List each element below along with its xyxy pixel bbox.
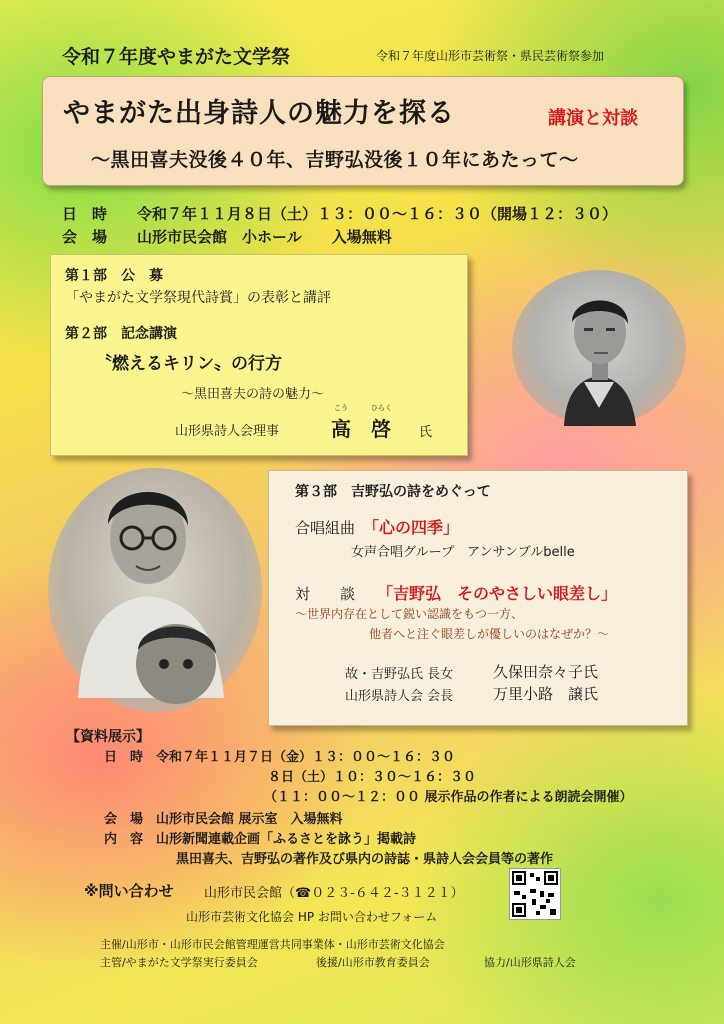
part3-heading: 第３部 吉野弘の詩をめぐって bbox=[295, 484, 491, 500]
chorus-group: 女声合唱グループ アンサンブルbelle bbox=[351, 545, 575, 560]
panelist-1-name: 久保田奈々子氏 bbox=[493, 663, 599, 681]
event-title: やまがた出身詩人の魅力を探る bbox=[63, 98, 455, 129]
festival-title: 令和７年度やまがた文学祭 bbox=[62, 46, 291, 68]
exhibit-date-3: （１１：００～１２：００ 展示作品の作者による朗読会開催） bbox=[264, 790, 633, 805]
talk-subtitle-1: ～世界内存在として鋭い認識をもつ一方、 bbox=[295, 607, 524, 621]
part3-box bbox=[268, 470, 688, 726]
exhibit-venue: 会 場 山形市民会館 展示室 入場無料 bbox=[104, 812, 343, 827]
ruby-hiraku: ひらく bbox=[371, 404, 392, 412]
part1-heading: 第１部 公 募 bbox=[65, 268, 163, 284]
panelist-2-role: 山形県詩人会 会長 bbox=[345, 689, 454, 704]
chorus-label: 合唱組曲 bbox=[295, 519, 356, 537]
contact-form-link[interactable]: 山形市芸術文化協会 HP お問い合わせフォーム bbox=[186, 910, 438, 924]
contact-org: 山形市民会館（☎０２３-６４２-３１２１） bbox=[204, 886, 464, 901]
footer-cooperation: 協力/山形県詩人会 bbox=[484, 956, 576, 969]
footer-organizers: 主催/山形市・山形市民会館管理運営共同事業体・山形市芸術文化協会 bbox=[100, 938, 445, 951]
footer-management: 主管/やまがた文学祭実行委員会 bbox=[100, 956, 258, 969]
title-box bbox=[42, 76, 684, 186]
exhibit-heading: 【資料展示】 bbox=[66, 729, 150, 745]
portrait-man-1 bbox=[512, 270, 686, 426]
part2-lecture-subtitle: ～黒田喜夫の詩の魅力～ bbox=[181, 387, 325, 402]
exhibit-content-2: 黒田喜夫、吉野弘の著作及び県内の詩誌・県詩人会会員等の著作 bbox=[176, 852, 554, 867]
event-venue-line: 会 場 山形市民会館 小ホール 入場無料 bbox=[62, 228, 392, 246]
part2-speaker-name: 高 啓 bbox=[331, 417, 391, 441]
poet-photo-yoshino bbox=[48, 468, 262, 712]
portrait-man-with-child bbox=[48, 468, 262, 712]
qr-code[interactable] bbox=[509, 868, 561, 920]
talk-title: 「吉野弘 そのやさしい眼差し」 bbox=[377, 584, 618, 603]
exhibit-date-2: ８日（土）１０：３０～１６：３０ bbox=[268, 770, 477, 785]
part2-speaker-role: 山形県詩人会理事 bbox=[175, 424, 280, 439]
chorus-title: 「心の四季」 bbox=[363, 518, 460, 537]
part2-heading: 第２部 記念講演 bbox=[65, 326, 177, 342]
talk-subtitle-2: 他者へと注ぐ眼差しが優しいのはなぜか？～ bbox=[369, 627, 610, 641]
talk-label: 対 談 bbox=[295, 585, 356, 603]
exhibit-content-1: 内 容 山形新聞連載企画「ふるさとを詠う」掲載詩 bbox=[104, 832, 417, 847]
qr-code-icon bbox=[510, 869, 560, 919]
festival-subtitle: 令和７年度山形市芸術祭・県民芸術祭参加 bbox=[376, 49, 605, 63]
exhibit-date-1: 日 時 令和７年１１月７日（金）１３：００～１６：３０ bbox=[104, 750, 456, 765]
contact-label: ※問い合わせ bbox=[84, 882, 174, 900]
panelist-2-name: 万里小路 譲氏 bbox=[493, 685, 599, 703]
panelist-1-role: 故・吉野弘氏 長女 bbox=[345, 667, 454, 682]
event-title-tag: 講演と対談 bbox=[548, 108, 638, 129]
part1-description: 「やまがた文学祭現代詩賞」の表彰と講評 bbox=[65, 290, 331, 306]
event-subtitle: ～黒田喜夫没後４０年、吉野弘没後１０年にあたって～ bbox=[91, 149, 579, 171]
part1-2-box bbox=[50, 254, 468, 456]
event-date-line: 日 時 令和７年１１月８日（土）１３：００～１６：３０（開場１２：３０） bbox=[62, 205, 618, 223]
part2-lecture-title: 〝燃えるキリン〟の行方 bbox=[95, 354, 282, 374]
ruby-kou: こう bbox=[334, 404, 348, 412]
part2-speaker-suffix: 氏 bbox=[419, 425, 433, 440]
poet-photo-kuroda bbox=[512, 270, 686, 426]
footer-support: 後援/山形市教育委員会 bbox=[316, 956, 430, 969]
